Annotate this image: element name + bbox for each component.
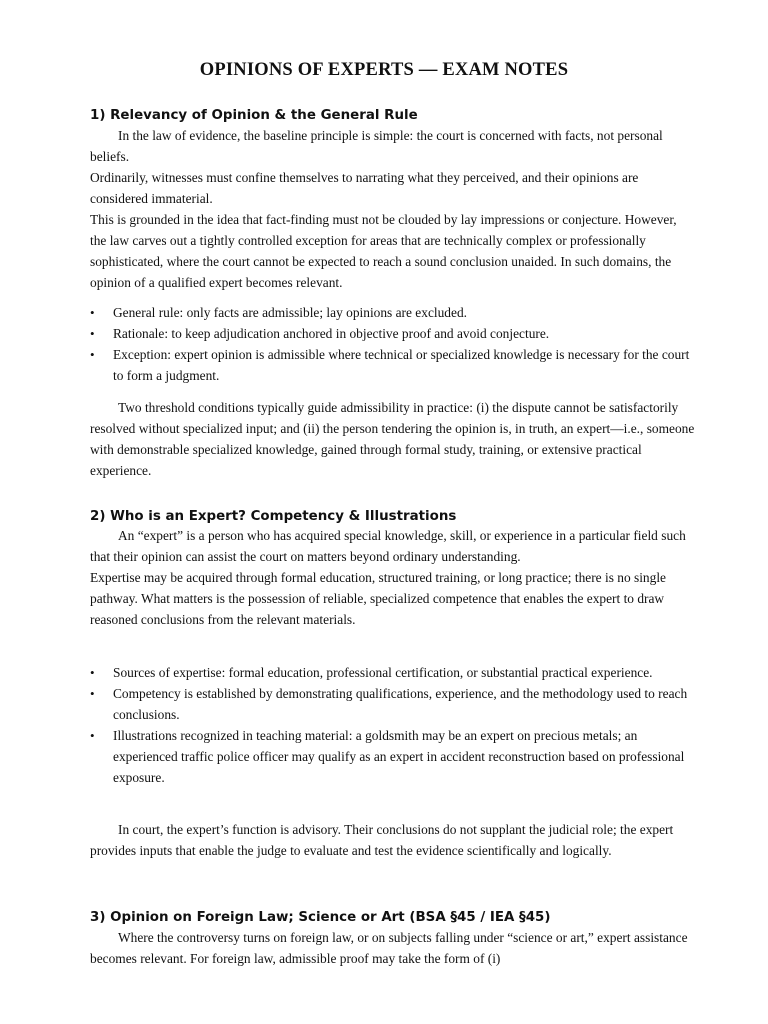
- section-2-intro: [90, 525, 696, 630]
- document-title: OPINIONS OF EXPERTS — EXAM NOTES: [199, 60, 569, 80]
- section-3-paragraph: Where the controversy turns on foreign law, or on subjects falling under “science or art,” expert assistance becomes relevant. For foreign law, admissible proof may take the form of (i): [90, 930, 688, 966]
- bullet-icon: •: [90, 326, 95, 341]
- bullet-item: • Illustrations recognized in teaching material: a goldsmith may be an expert on precious metals; an experienced traffic police officer may qualify as an expert in accident reconstruction based on professional exposure.: [90, 725, 696, 788]
- section-2-paragraph: Expertise may be acquired through formal education, structured training, or long practice; there is no single pathway. What matters is the possession of reliable, specialized competence that enables the expert to draw reasoned conclusions from the relevant materials.: [90, 570, 666, 627]
- section-2-bullet-list: [90, 662, 696, 788]
- section-1-intro: [90, 125, 696, 293]
- section-2-paragraph: An “expert” is a person who has acquired special knowledge, skill, or experience in a particular field such that their opinion can assist the court on matters beyond ordinary understanding.: [90, 528, 686, 564]
- section-3-intro: [90, 927, 696, 969]
- bullet-icon: •: [90, 305, 95, 320]
- bullet-item: • Exception: expert opinion is admissible where technical or specialized knowledge is necessary for the court to form a judgment.: [90, 344, 696, 386]
- section-1-paragraph: This is grounded in the idea that fact-finding must not be clouded by lay impressions or conjecture. However, the law carves out a tightly controlled exception for areas that are technically complex or professionally sophisticated, where the court cannot be expected to reach a sound conclusion unaided. In such domains, the opinion of a qualified expert becomes relevant.: [90, 212, 677, 290]
- bullet-icon: •: [90, 665, 95, 680]
- bullet-icon: •: [90, 686, 95, 701]
- section-2-heading: 2) Who is an Expert? Competency & Illustrations: [90, 509, 457, 524]
- bullet-icon: •: [90, 728, 95, 743]
- section-1-paragraph: Ordinarily, witnesses must confine themselves to narrating what they perceived, and their opinions are considered immaterial.: [90, 170, 639, 206]
- bullet-item: • General rule: only facts are admissible; lay opinions are excluded.: [90, 302, 696, 323]
- bullet-item: • Rationale: to keep adjudication anchored in objective proof and avoid conjecture.: [90, 323, 696, 344]
- bullet-item: • Sources of expertise: formal education, professional certification, or substantial practical experience.: [90, 662, 696, 683]
- section-1-heading: 1) Relevancy of Opinion & the General Rule: [90, 108, 418, 123]
- section-2-closing-paragraph: In court, the expert’s function is advisory. Their conclusions do not supplant the judicial role; the expert provides inputs that enable the judge to evaluate and test the evidence scientifically and logically.: [90, 822, 674, 858]
- section-3-heading: 3) Opinion on Foreign Law; Science or Art (BSA §45 / IEA §45): [90, 910, 551, 925]
- section-1-bullet-list: [90, 302, 696, 386]
- bullet-item: • Competency is established by demonstrating qualifications, experience, and the methodology used to reach conclusions.: [90, 683, 696, 725]
- section-1-paragraph: In the law of evidence, the baseline principle is simple: the court is concerned with facts, not personal beliefs.: [90, 128, 663, 164]
- section-1-closing: [90, 397, 696, 481]
- section-2-closing: [90, 819, 696, 861]
- bullet-icon: •: [90, 347, 95, 362]
- section-1-closing-paragraph: Two threshold conditions typically guide admissibility in practice: (i) the dispute cannot be satisfactorily resolved without specialized input; and (ii) the person tendering the opinion is, in truth, an expert—i.e., someone with demonstrable specialized knowledge, gained through formal study, training, or extensive practical experience.: [90, 400, 695, 478]
